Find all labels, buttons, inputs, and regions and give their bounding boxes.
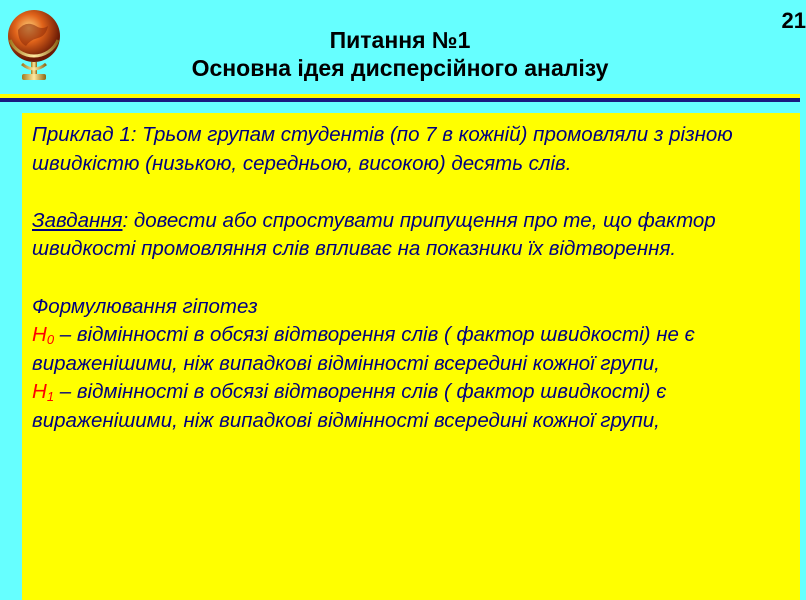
h1-symbol: $H_1$ <box>32 380 55 405</box>
task-paragraph <box>32 207 790 264</box>
content-box <box>22 113 800 600</box>
slide-header <box>0 0 806 94</box>
hypotheses-heading: Формулювання гіпотез <box>32 294 258 318</box>
task-text: : довести або спростувати припущення про те, що фактор швидкості промовляння слів впливає на показники їх відтворення. <box>32 208 716 261</box>
slide-title-line1: Питання №1 <box>329 27 471 53</box>
blank-line <box>32 178 790 207</box>
blank-line <box>32 264 790 293</box>
header-divider-navy <box>0 98 800 102</box>
globe-logo-icon <box>0 0 70 90</box>
page-number: 21 <box>781 8 806 33</box>
hypothesis-h1 <box>32 378 790 435</box>
example-text: Приклад 1: Трьом групам студентів (по 7 в кожній) промовляли з різною швидкістю (низькою, середньою, високою) десять слів. <box>32 123 733 175</box>
h1-text: – відмінності в обсязі відтворення слів ( фактор швидкості) є вираженішими, ніж випадкові відмінності всередині кожної групи, <box>32 380 667 432</box>
hypothesis-h0 <box>32 321 790 378</box>
task-label: Завдання <box>32 208 123 232</box>
slide-title <box>100 26 700 82</box>
slide-title-line2: Основна ідея дисперсійного аналізу <box>191 55 609 81</box>
h0-symbol: $H_0$ <box>32 323 55 348</box>
h0-text: – відмінності в обсязі відтворення слів ( фактор швидкості) не є вираженішими, ніж випадкові відмінності всередині кожної групи, <box>32 323 695 375</box>
